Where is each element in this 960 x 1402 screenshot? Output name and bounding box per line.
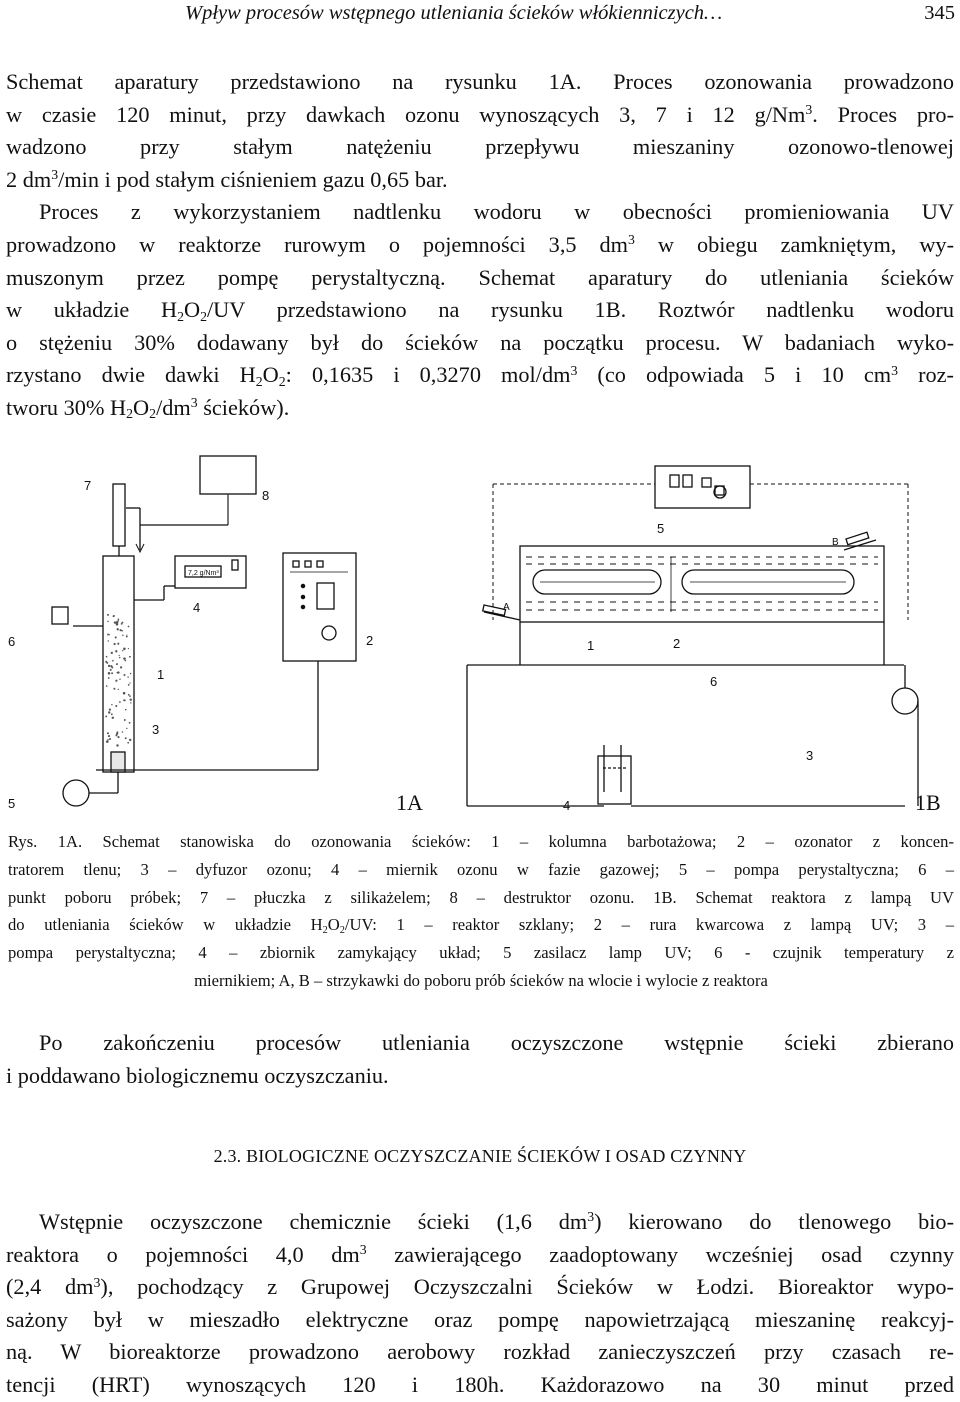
bubble [108, 677, 110, 679]
bubble [107, 614, 109, 616]
bubble [123, 699, 125, 701]
bubble [121, 623, 123, 625]
bubble [130, 699, 132, 701]
label-8: 8 [262, 488, 270, 503]
para3-line: Wstępnie oczyszczone chemicznie ścieki (1,6 $dm^3$) kierowano do tlenowego bio- [39, 1209, 954, 1234]
bubble [111, 652, 113, 654]
bubble [115, 636, 117, 638]
bubble [124, 660, 126, 662]
para1-line: w czasie 120 minut, przy dawkach ozonu wynoszących 3, 7 i 12 g/Nm$^3$. Proces pro- [6, 101, 954, 127]
bubble [108, 665, 110, 667]
caption-line: pompa perystaltyczna; 4 – zbiornik zamykający układ; 5 zasilacz lamp UV; 6 - czujnik temperatury z [8, 943, 954, 963]
para1-line: w układzie $H_2O_2/UV$ przedstawiono na rysunku 1B. Roztwór nadtlenku wodoru [6, 297, 954, 324]
label-1: 1 [157, 667, 165, 682]
bubble [128, 684, 130, 686]
bubble [107, 732, 109, 734]
bubble [111, 704, 112, 705]
bubble [112, 660, 114, 662]
bubble [118, 618, 120, 620]
bubble [126, 728, 127, 729]
bubble [109, 738, 111, 740]
bubble [108, 735, 110, 737]
bubble [111, 713, 113, 715]
caption-line: do utleniania ścieków w układzie $H_2O_2/UV$: 1 – reaktor szklany; 2 – rura kwarcowa z lampą UV; 3 – [8, 915, 954, 936]
bubble [115, 680, 117, 682]
bubble [122, 650, 123, 651]
label-5b: 5 [657, 521, 665, 536]
bubble [111, 665, 112, 666]
bubble [124, 719, 126, 721]
bubble [116, 621, 119, 624]
bubble [118, 689, 119, 690]
para2-line: Po zakończeniu procesów utleniania oczyszczone wstępnie ścieki zbierano [39, 1030, 954, 1055]
bubble [129, 739, 131, 741]
bubble [129, 722, 131, 724]
bubble [107, 634, 109, 636]
closing-tank [598, 756, 631, 804]
bubble [127, 676, 129, 678]
bubble [116, 744, 118, 746]
bubble [115, 705, 117, 707]
caption-line: Rys. 1A. Schemat stanowiska do ozonowania ścieków: 1 – kolumna barbotażowa; 2 – ozonator z koncen- [8, 832, 954, 851]
paragraph-biological [6, 1206, 954, 1402]
label-3b: 3 [806, 748, 814, 763]
page-number: 345 [924, 2, 955, 24]
figure-caption [8, 828, 954, 995]
para1-line: prowadzono w reaktorze rurowym o pojemności 3,5 $dm^3$ w obiegu zamkniętym, wy- [6, 231, 955, 257]
para3-line: (2,4 $dm^3$), pochodzący z Grupowej Oczyszczalni Ścieków w Łodzi. Bioreaktor wypo- [6, 1274, 954, 1300]
bubble [129, 656, 131, 658]
bubble [116, 663, 118, 665]
ozonator [283, 553, 356, 661]
bubble [111, 672, 113, 674]
bubble [122, 731, 124, 733]
figure-apparatus [0, 445, 960, 825]
para1-line: wadzono przy stałym natężeniu przepływu mieszaniny ozonowo-tlenowej [6, 134, 954, 160]
bubble [115, 650, 117, 652]
bubble [129, 682, 130, 683]
label-4b: 4 [563, 798, 571, 813]
label-5: 5 [8, 796, 16, 811]
bubble [113, 643, 115, 645]
bubble [114, 615, 115, 616]
sampling-point [52, 607, 68, 624]
silica-gel-scrubber [113, 484, 125, 546]
bubble [115, 734, 117, 736]
bubble [117, 628, 119, 630]
para1-line: muszonym przez pompę perystaltyczną. Schemat aparatury do utleniania ścieków [6, 264, 954, 290]
para2-line: i poddawano biologicznemu oczyszczaniu. [6, 1062, 389, 1088]
label-b: B [832, 537, 839, 548]
bubble [130, 702, 131, 703]
bubble [127, 742, 129, 744]
bubble [108, 711, 110, 713]
bubble [111, 667, 113, 669]
peristaltic-pump-1a [63, 780, 89, 806]
para3-line: reaktora o pojemności 4,0 $dm^3$ zawierającego zaadoptowany wcześniej osad czynny [6, 1241, 955, 1267]
bubble [106, 740, 109, 743]
bubble [117, 736, 119, 738]
label-2b: 2 [673, 636, 681, 651]
label-7: 7 [84, 478, 92, 493]
bubble [126, 636, 128, 638]
bubble [122, 635, 123, 636]
running-header [185, 2, 955, 32]
bubble [108, 672, 111, 675]
paragraph-apparatus [6, 66, 954, 425]
label-6b: 6 [710, 674, 718, 689]
bubble [107, 621, 108, 622]
para3-line: ną. W bioreaktorze prowadzono aerobowy rozkład zanieczyszczeń przy czasach re- [6, 1339, 954, 1365]
peristaltic-pump-1b [892, 688, 918, 714]
bubble [119, 657, 120, 658]
para1-line: Proces z wykorzystaniem nadtlenku wodoru w obecności promieniowania UV [39, 199, 954, 225]
label-a: A [503, 602, 510, 613]
bubble [122, 630, 124, 632]
bubble [125, 737, 127, 739]
paragraph-collection [6, 1027, 954, 1092]
para1-line: tworu 30% $H_2O_2/dm^3$ ścieków). [6, 394, 290, 422]
bubble [128, 626, 130, 628]
bubble [120, 666, 122, 668]
bubble [119, 655, 120, 656]
bubble [107, 739, 109, 741]
label-1b: 1 [587, 638, 595, 653]
label-3: 3 [152, 722, 160, 737]
bubble [106, 662, 108, 664]
label-6: 6 [8, 634, 16, 649]
bubble [106, 656, 108, 658]
bubble [109, 709, 111, 711]
bubble [110, 669, 112, 671]
label-4: 4 [193, 600, 201, 615]
para1-line: rzystano dwie dawki $H_2O_2$: 0,1635 i 0,3270 mol/$dm^3$ (co odpowiada 5 i 10 $cm^3$ roz- [6, 362, 954, 389]
figure-label-1b: 1B [915, 790, 941, 815]
bubble [124, 674, 126, 676]
bubble [123, 692, 126, 695]
bubble [128, 694, 130, 696]
meter-reading: 7,2 g/Nm³ [188, 570, 219, 577]
figure-label-1a: 1A [396, 790, 423, 815]
ozone-destructor [200, 456, 256, 494]
bubble [120, 629, 122, 631]
bubble [123, 648, 126, 651]
bubble [128, 648, 129, 649]
bubble [130, 673, 132, 675]
bubble [117, 643, 119, 645]
bubble [112, 717, 114, 719]
bubble [117, 672, 119, 674]
para3-line: sażony był w mieszadło elektryczne oraz pompę napowietrzającą mieszaninę reakcyj- [6, 1306, 954, 1332]
section-title: 2.3. BIOLOGICZNE OCZYSZCZANIE ŚCIEKÓW I OSAD CZYNNY [213, 1146, 747, 1166]
bubble [108, 640, 109, 641]
bubble [105, 715, 107, 717]
bubble [106, 685, 108, 687]
bubble [119, 678, 120, 679]
para1-line: Schemat aparatury przedstawiono na rysunku 1A. Proces ozonowania prowadzono [6, 69, 954, 94]
para3-line: tencji (HRT) wynoszących 120 i 180h. Każdorazowo na 30 minut przed [6, 1371, 954, 1397]
bubble [113, 688, 115, 690]
label-2: 2 [366, 633, 374, 648]
caption-line: punkt poboru próbek; 7 – płuczka z silikażelem; 8 – destruktor ozonu. 1B. Schemat reaktora z lampą UV [8, 887, 954, 907]
bubble [119, 701, 121, 703]
para1-line: 2 $dm^3/\min$ i pod stałym ciśnieniem gazu 0,65 bar. [6, 166, 448, 192]
running-title: Wpływ procesów wstępnego utleniania ścieków włókienniczych… [185, 2, 723, 24]
bubble [123, 657, 126, 660]
caption-line: miernikiem; A, B – strzykawki do poboru prób ścieków na wlocie i wylocie z reaktora [194, 970, 768, 990]
syringe-a [484, 612, 520, 620]
bubble [129, 695, 131, 697]
para1-line: o stężeniu 30% dodawany był do ścieków na początku procesu. W badaniach wyko- [6, 329, 954, 355]
bubble [125, 709, 127, 711]
caption-line: tratorem tlenu; 3 – dyfuzor ozonu; 4 – miernik ozonu w fazie gazowej; 5 – pompa perystaltyczna; 6 – [8, 859, 954, 879]
bubble [126, 635, 127, 636]
